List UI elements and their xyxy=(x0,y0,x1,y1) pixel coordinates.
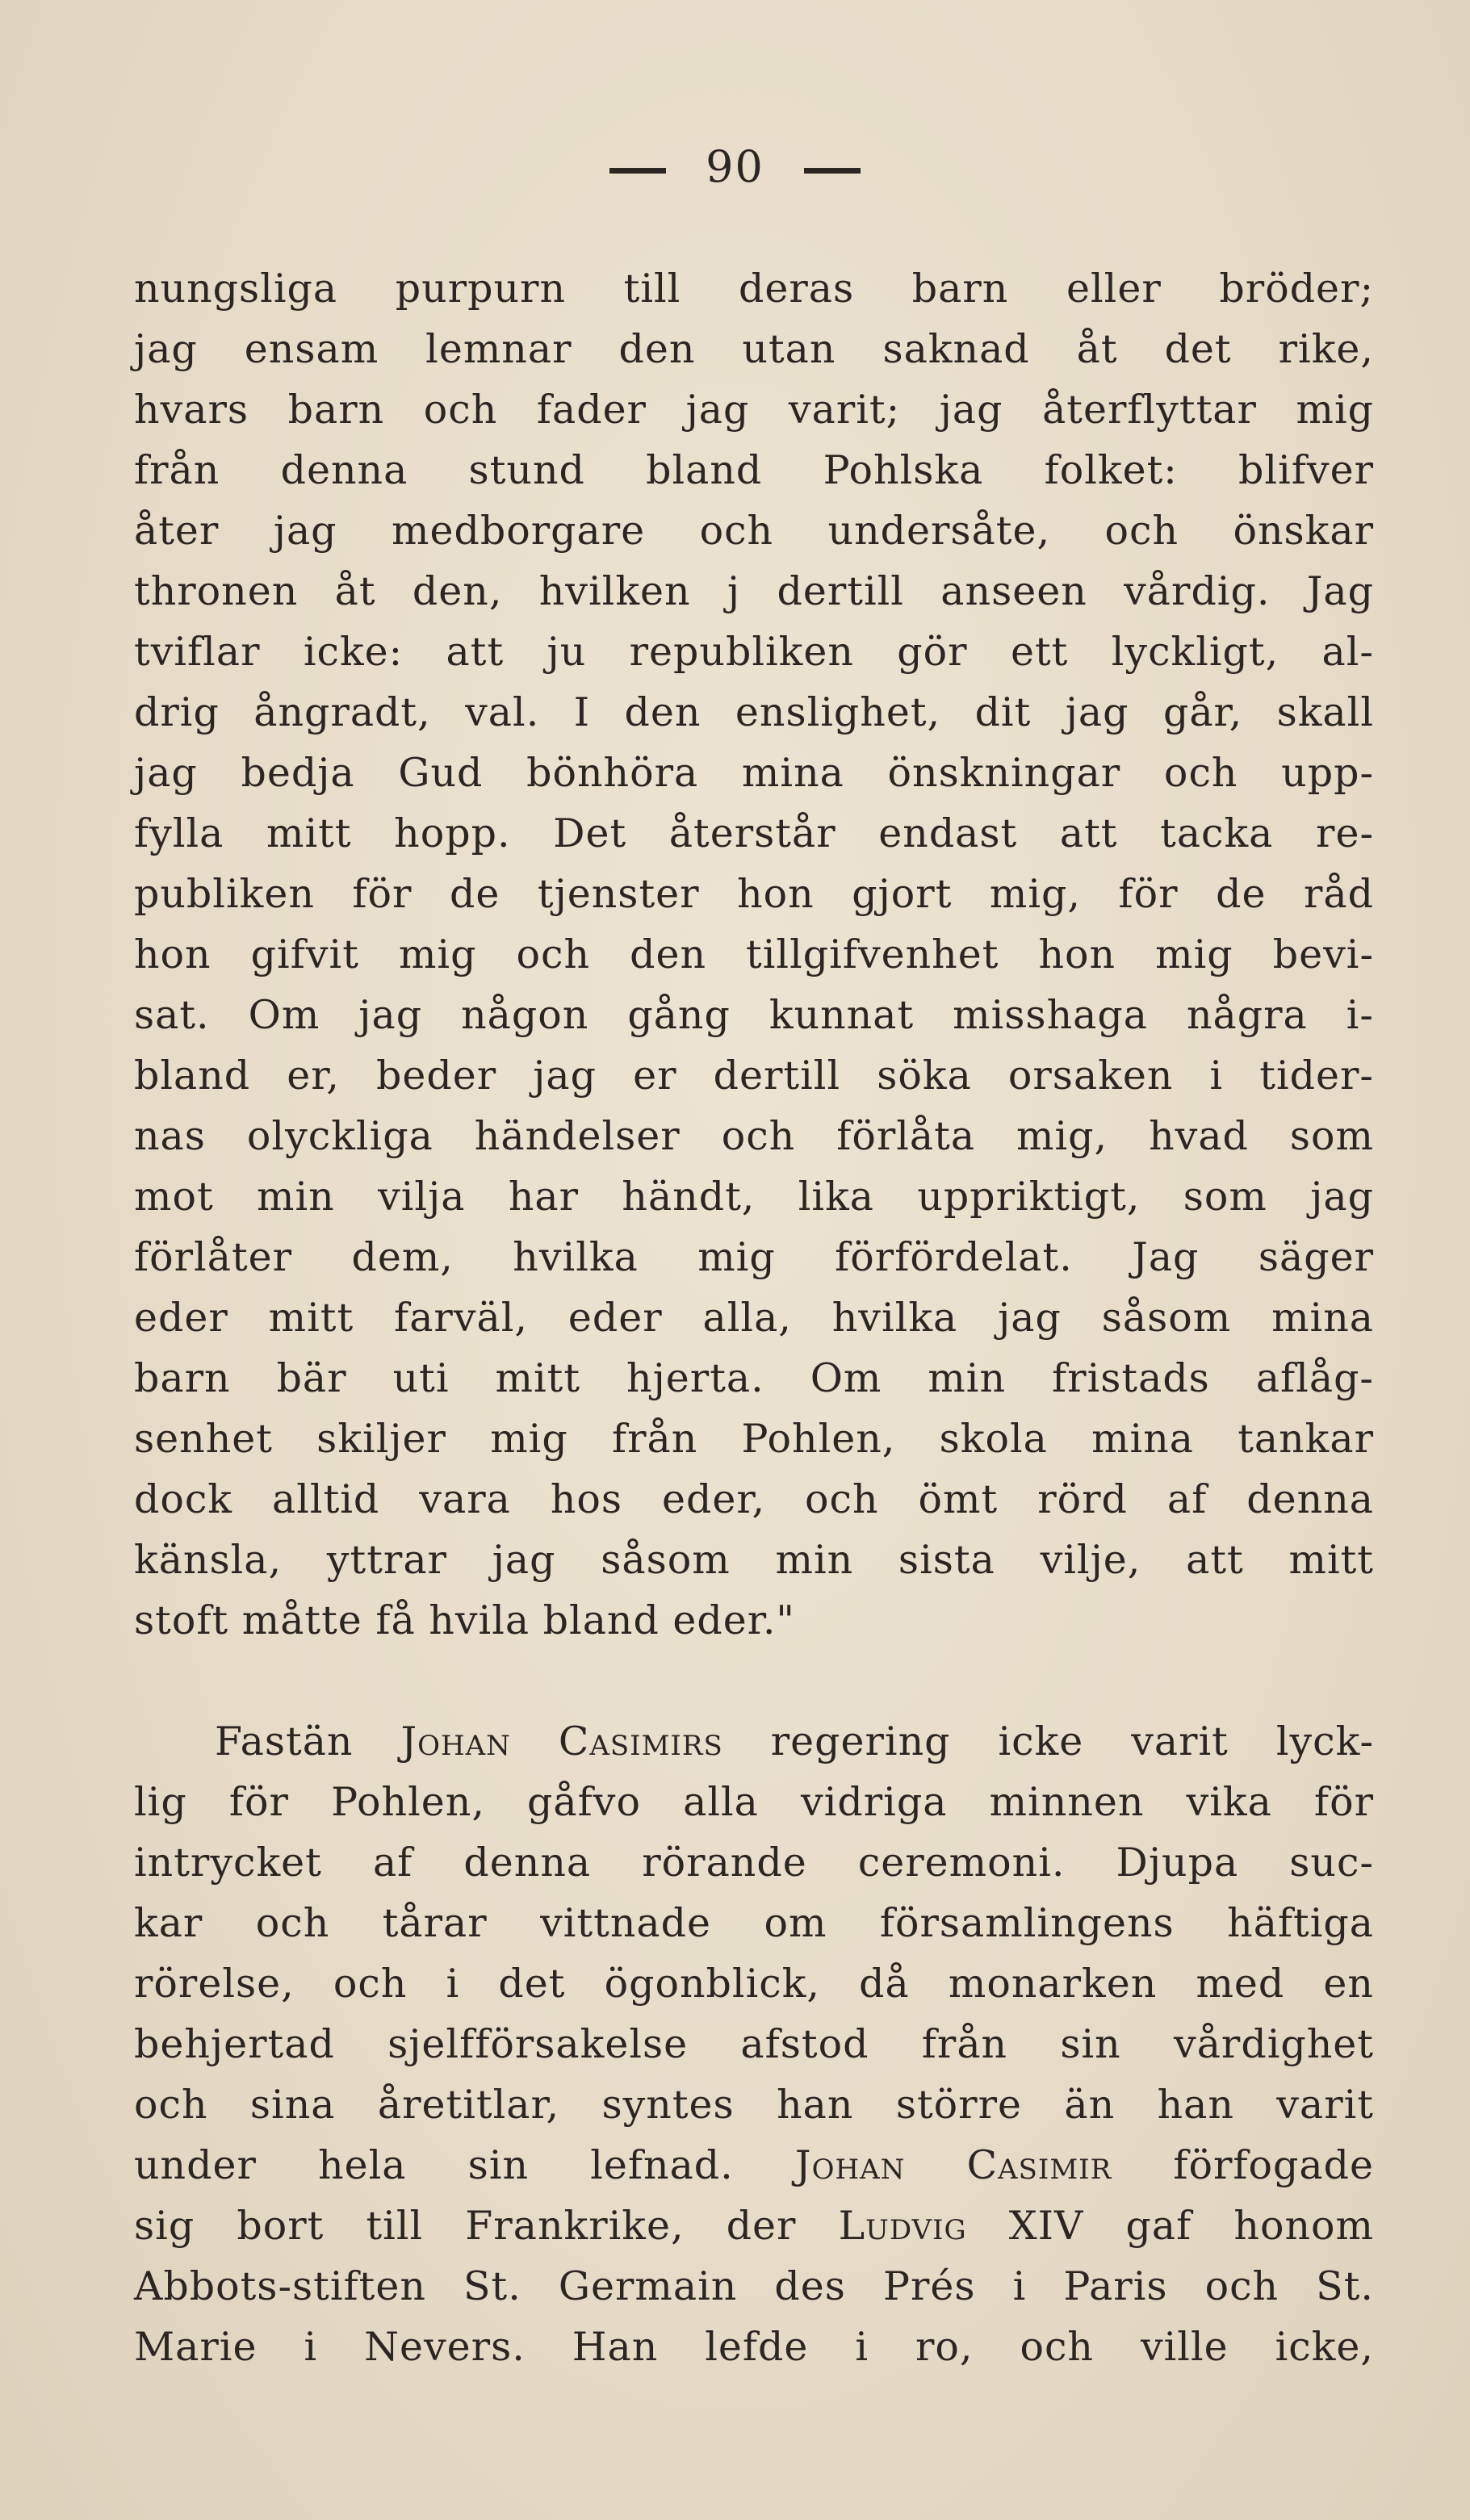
paragraph-2 xyxy=(134,1711,1374,2377)
paragraph-1 xyxy=(134,258,1374,1651)
text-line: kar och tårar vittnade om församlingens häftiga xyxy=(134,1900,1374,1946)
text-line: mot min vilja har händt, lika uppriktigt, som jag xyxy=(134,1174,1374,1220)
text-line: dock alltid vara hos eder, och ömt rörd af denna xyxy=(134,1476,1374,1522)
text-line: jag ensam lemnar den utan saknad åt det rike, xyxy=(134,326,1374,372)
text-line: känsla, yttrar jag såsom min sista vilje, att mitt xyxy=(134,1537,1374,1583)
text-line: eder mitt farväl, eder alla, hvilka jag såsom mina xyxy=(134,1295,1374,1341)
text-line: publiken för de tjenster hon gjort mig, för de råd xyxy=(134,871,1374,917)
text-line: hvars barn och fader jag varit; jag återflyttar mig xyxy=(134,387,1374,433)
person-name: Ludvig xyxy=(838,2203,967,2249)
text-line: stoft måtte få hvila bland eder." xyxy=(134,1597,795,1643)
text-line: intrycket af denna rörande ceremoni. Djupa suc- xyxy=(134,1840,1374,1886)
text-line: rörelse, och i det ögonblick, då monarken med en xyxy=(134,1961,1374,2007)
text-line: hon gifvit mig och den tillgifvenhet hon mig bevi- xyxy=(134,931,1374,977)
text-line: från denna stund bland Pohlska folket: blifver xyxy=(134,447,1374,493)
text-line: tviflar icke: att ju republiken gör ett lyckligt, al- xyxy=(134,629,1374,675)
person-name: Johan Casimirs xyxy=(400,1718,723,1764)
text-line: Marie i Nevers. Han lefde i ro, och ville icke, xyxy=(134,2324,1374,2370)
text-line: nungsliga purpurn till deras barn eller bröder; xyxy=(134,266,1374,312)
text-line xyxy=(134,2135,1374,2196)
text-line xyxy=(134,1711,1374,1772)
text-line: förlåter dem, hvilka mig förfördelat. Jag säger xyxy=(134,1234,1374,1280)
text-run: Fastän xyxy=(215,1718,401,1764)
header-dash-right xyxy=(804,168,861,174)
text-line: lig för Pohlen, gåfvo alla vidriga minnen vika för xyxy=(134,1779,1374,1825)
text-line: senhet skiljer mig från Pohlen, skola mina tankar xyxy=(134,1416,1374,1462)
header-dash-left xyxy=(609,168,666,174)
text-run: XIV gaf honom xyxy=(966,2203,1374,2249)
text-line: bland er, beder jag er dertill söka orsaken i tider- xyxy=(134,1053,1374,1099)
text-line: åter jag medborgare och undersåte, och önskar xyxy=(134,508,1374,554)
text-line: behjertad sjelfförsakelse afstod från sin vårdighet xyxy=(134,2021,1374,2067)
text-line: thronen åt den, hvilken j dertill anseen vårdig. Jag xyxy=(134,568,1374,614)
text-line: nas olyckliga händelser och förlåta mig, hvad som xyxy=(134,1113,1374,1159)
text-run: regering icke varit lyck- xyxy=(722,1718,1375,1764)
text-line: jag bedja Gud bönhöra mina önskningar och upp- xyxy=(134,750,1374,796)
text-line: sat. Om jag någon gång kunnat misshaga några i- xyxy=(134,992,1374,1038)
text-line: barn bär uti mitt hjerta. Om min fristads aflåg- xyxy=(134,1355,1374,1401)
text-run: sig bort till Frankrike, der xyxy=(134,2203,839,2249)
text-line: och sina åretitlar, syntes han större än han varit xyxy=(134,2082,1374,2128)
text-run: förfogade xyxy=(1112,2142,1374,2188)
text-line: drig ångradt, val. I den enslighet, dit jag går, skall xyxy=(134,689,1374,735)
text-run: under hela sin lefnad. xyxy=(134,2142,795,2188)
page-header xyxy=(0,141,1470,192)
text-line xyxy=(134,2196,1374,2256)
text-line: Abbots-stiften St. Germain des Prés i Paris och St. xyxy=(134,2263,1374,2309)
person-name: Johan Casimir xyxy=(794,2142,1112,2188)
text-line: fylla mitt hopp. Det återstår endast att tacka re- xyxy=(134,810,1374,856)
page-number: 90 xyxy=(706,141,764,192)
